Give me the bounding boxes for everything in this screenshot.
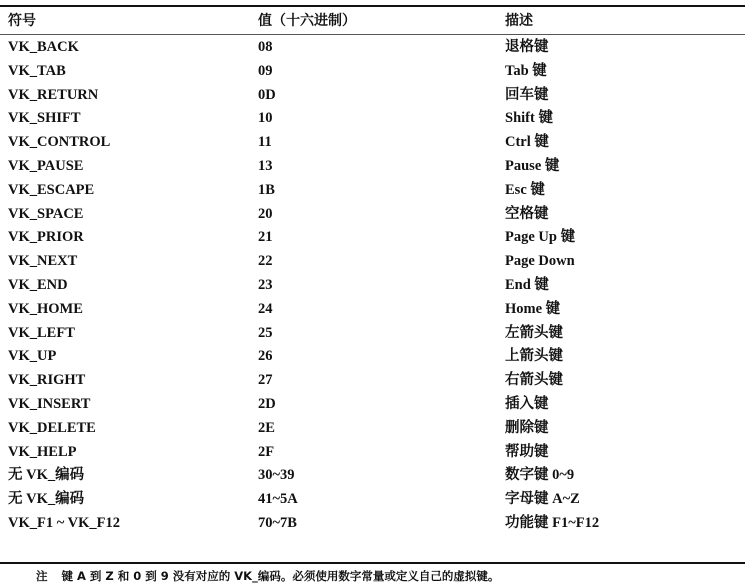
cell-description: Home 键 <box>505 300 561 317</box>
cell-description: 空格键 <box>505 205 549 222</box>
footnote-text: 键 A 到 Z 和 0 到 9 没有对应的 VK_编码。必须使用数字常量或定义自己的虚拟键。 <box>61 569 500 583</box>
cell-value: 1B <box>258 181 275 198</box>
cell-value: 22 <box>258 253 273 270</box>
table-row <box>0 322 751 346</box>
header-value-hex: 值（十六进制） <box>258 13 356 29</box>
cell-value: 23 <box>258 276 273 293</box>
cell-description: 左箭头键 <box>505 324 563 341</box>
table-body <box>0 36 751 536</box>
cell-description: 右箭头键 <box>505 372 563 389</box>
cell-symbol: 无 VK_编码 <box>8 491 85 508</box>
table-row <box>0 107 751 131</box>
cell-description: Page Down <box>505 253 575 270</box>
table-row <box>0 345 751 369</box>
cell-symbol: VK_PAUSE <box>8 157 84 174</box>
footnote <box>36 567 499 585</box>
table-row <box>0 369 751 393</box>
cell-description: 删除键 <box>505 419 549 436</box>
cell-symbol: VK_NEXT <box>8 253 78 270</box>
cell-description: Ctrl 键 <box>505 134 549 151</box>
cell-description: Shift 键 <box>505 110 553 127</box>
cell-description: 退格键 <box>505 39 549 55</box>
cell-symbol: VK_DELETE <box>8 419 96 436</box>
cell-symbol: VK_HOME <box>8 300 83 317</box>
cell-symbol: VK_HELP <box>8 443 77 460</box>
table-row <box>0 274 751 298</box>
cell-value: 0D <box>258 86 276 103</box>
cell-symbol: VK_F1 ~ VK_F12 <box>8 514 120 531</box>
table-row <box>0 512 751 536</box>
cell-value: 26 <box>258 348 273 365</box>
cell-symbol: VK_BACK <box>8 39 79 55</box>
cell-symbol: VK_CONTROL <box>8 134 111 151</box>
cell-description: 帮助键 <box>505 443 549 460</box>
cell-description: Esc 键 <box>505 181 545 198</box>
header-description: 描述 <box>505 13 533 29</box>
cell-value: 20 <box>258 205 273 222</box>
cell-value: 2F <box>258 443 275 460</box>
cell-description: Tab 键 <box>505 62 547 79</box>
cell-value: 2E <box>258 419 275 436</box>
table-top-rule <box>0 5 745 7</box>
cell-description: 字母键 A~Z <box>505 491 580 508</box>
table-row <box>0 464 751 488</box>
cell-value: 30~39 <box>258 467 295 484</box>
table-row <box>0 203 751 227</box>
table-row <box>0 36 751 60</box>
cell-value: 09 <box>258 62 273 79</box>
cell-description: Page Up 键 <box>505 229 576 246</box>
table-row <box>0 84 751 108</box>
cell-description: 数字键 0~9 <box>505 467 575 484</box>
cell-description: 上箭头键 <box>505 348 563 365</box>
table-row <box>0 393 751 417</box>
cell-value: 27 <box>258 372 273 389</box>
header-rule <box>0 34 745 35</box>
cell-symbol: VK_SPACE <box>8 205 84 222</box>
table-row <box>0 226 751 250</box>
table-row <box>0 179 751 203</box>
cell-symbol: VK_SHIFT <box>8 110 81 127</box>
cell-value: 41~5A <box>258 491 298 508</box>
cell-value: 08 <box>258 39 273 55</box>
footnote-label: 注 <box>36 569 48 583</box>
cell-symbol: VK_PRIOR <box>8 229 84 246</box>
cell-symbol: VK_LEFT <box>8 324 75 341</box>
cell-symbol: VK_RIGHT <box>8 372 86 389</box>
table-row <box>0 298 751 322</box>
table-row <box>0 155 751 179</box>
cell-value: 24 <box>258 300 273 317</box>
cell-symbol: VK_ESCAPE <box>8 181 95 198</box>
cell-symbol: VK_RETURN <box>8 86 99 103</box>
cell-symbol: VK_INSERT <box>8 395 91 412</box>
cell-value: 2D <box>258 395 276 412</box>
cell-description: Pause 键 <box>505 157 560 174</box>
cell-description: 回车键 <box>505 86 549 103</box>
table-row <box>0 488 751 512</box>
table-row <box>0 60 751 84</box>
table-row <box>0 250 751 274</box>
cell-value: 10 <box>258 110 273 127</box>
cell-value: 25 <box>258 324 273 341</box>
table-row <box>0 441 751 465</box>
cell-value: 70~7B <box>258 514 297 531</box>
table-row <box>0 417 751 441</box>
table-row <box>0 131 751 155</box>
cell-value: 11 <box>258 134 272 151</box>
cell-description: 功能键 F1~F12 <box>505 514 600 531</box>
cell-symbol: 无 VK_编码 <box>8 467 85 484</box>
cell-symbol: VK_UP <box>8 348 57 365</box>
header-symbol: 符号 <box>8 13 36 29</box>
cell-description: End 键 <box>505 276 549 293</box>
cell-value: 13 <box>258 157 273 174</box>
cell-symbol: VK_END <box>8 276 68 293</box>
table-bottom-rule <box>0 562 745 564</box>
cell-description: 插入键 <box>505 395 549 412</box>
cell-symbol: VK_TAB <box>8 62 66 79</box>
cell-value: 21 <box>258 229 273 246</box>
